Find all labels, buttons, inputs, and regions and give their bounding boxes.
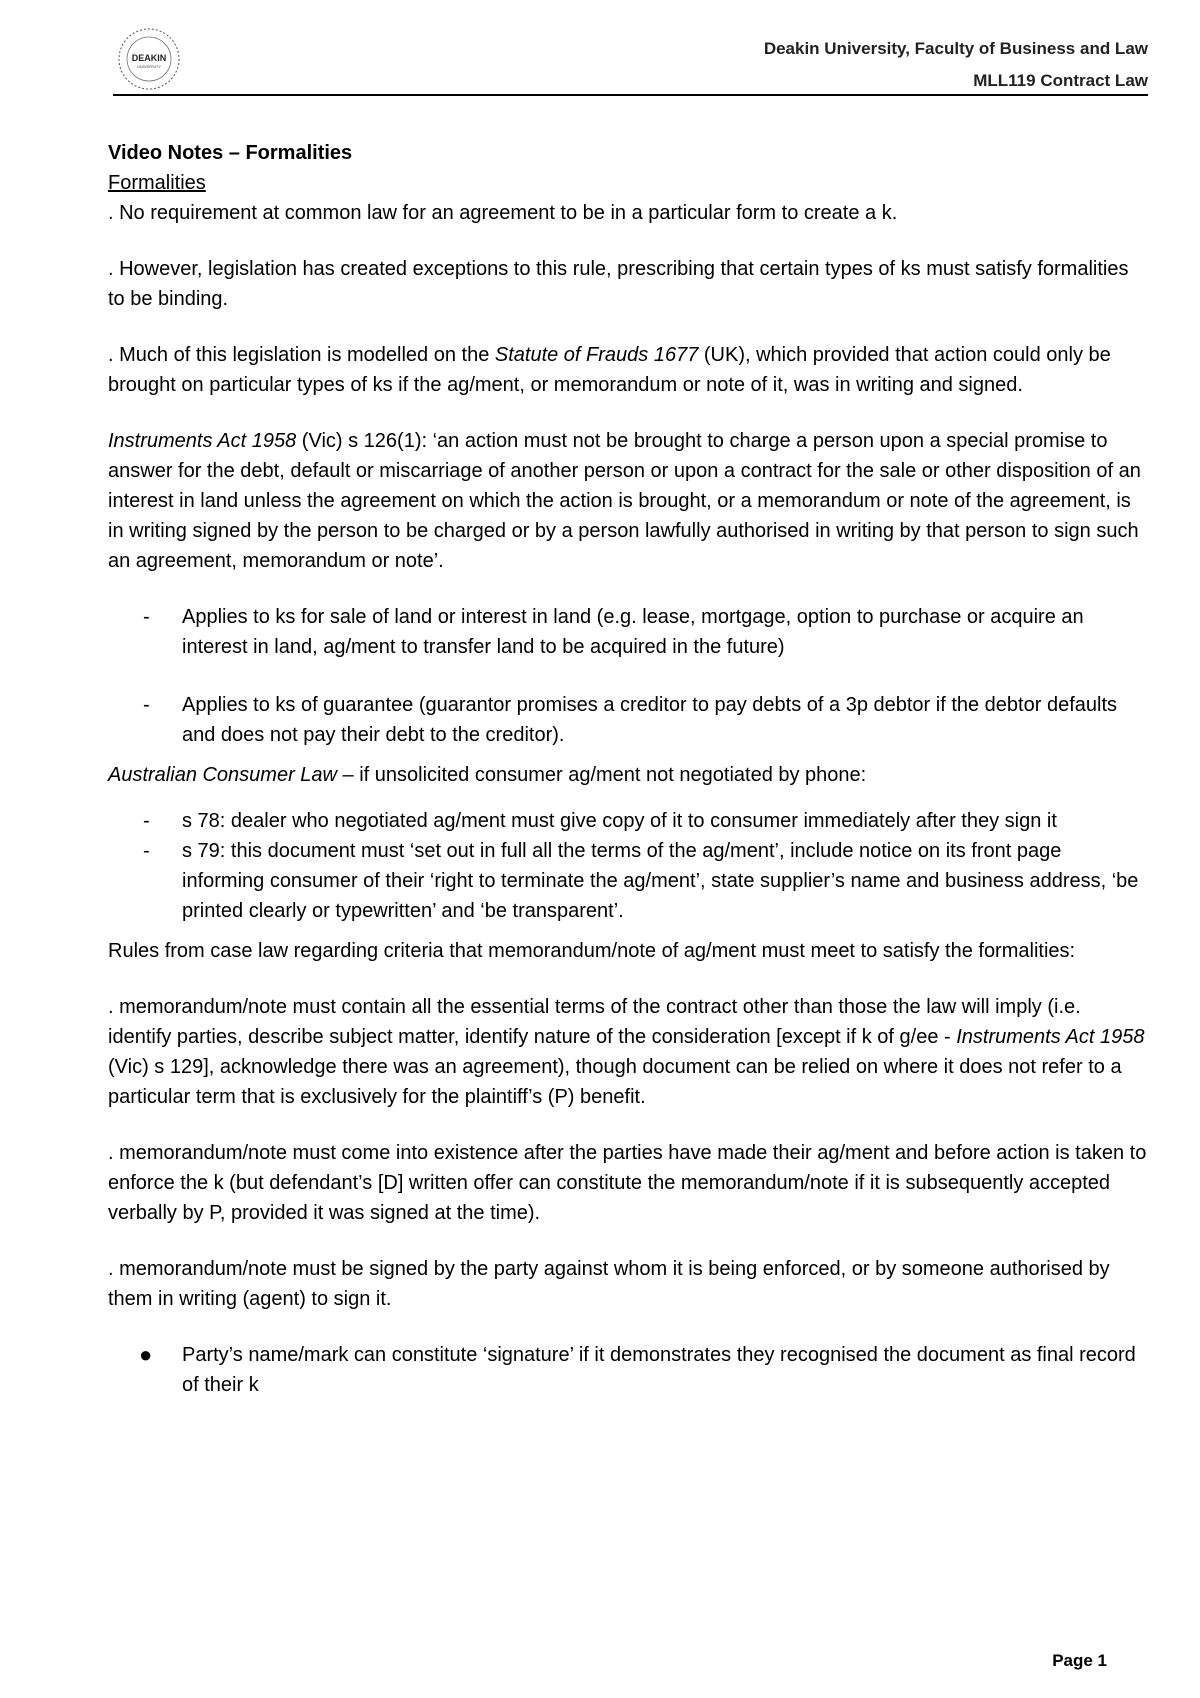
list-item [108,602,1148,662]
acl-paragraph [108,760,1148,790]
page-header [764,33,1148,97]
dash-marker: - [143,840,150,862]
list-item-text: s 78: dealer who negotiated ag/ment must give copy of it to consumer immediately after they sign it [182,810,1057,832]
statute-paragraph [108,340,1148,400]
intro-paragraph-1: . No requirement at common law for an agreement to be in a particular form to create a k. [108,202,898,224]
list-item-text: Applies to ks of guarantee (guarantor promises a creditor to pay debts of a 3p debtor if the debtor defaults and does not pay their debt to the creditor). [182,694,1117,746]
rule-paragraph-3: . memorandum/note must be signed by the party against whom it is being enforced, or by someone authorised by them in writing (agent) to sign it. [108,1258,1110,1310]
rule-paragraph-1 [108,992,1148,1112]
statute-text-after: (UK), which provided that action could only be brought on particular types of ks if the ag/ment, or memorandum or note of it, was in writing and signed. [108,344,1111,396]
statute-text-before: . Much of this legislation is modelled on the [108,344,495,366]
dash-marker: - [143,694,150,716]
svg-text:UNIVERSITY: UNIVERSITY [136,64,162,69]
instruments-points-list [108,602,1148,750]
header-divider [113,94,1148,96]
unit-name: MLL119 Contract Law [973,71,1148,90]
list-item-text: Party’s name/mark can constitute ‘signature’ if it demonstrates they recognised the document as final record of their k [182,1344,1136,1396]
acl-text: – if unsolicited consumer ag/ment not negotiated by phone: [337,764,867,786]
rule-paragraph-2: . memorandum/note must come into existence after the parties have made their ag/ment and before action is taken to enforce the k (but defendant’s [D] written offer can constitute the memorandum/note if it is subsequently accepted verbally by P, provided it was signed at the time). [108,1142,1147,1224]
rule-one-text-after: (Vic) s 129], acknowledge there was an agreement), though document can be relied on where it does not refer to a particular term that is exclusively for the plaintiff’s (P) benefit. [108,1056,1122,1108]
list-item [108,836,1148,926]
statute-title: Statute of Frauds 1677 [494,344,699,366]
instruments-quote: (Vic) s 126(1): ‘an action must not be brought to charge a person upon a special promise to answer for the debt, default or miscarriage of another person or upon a contract for the sale or other disposition of an interest in land unless the agreement on which the action is brought, or a memorandum or note of the agreement, is in writing signed by the person to be charged or by a person lawfully authorised in writing by that person to sign such an agreement, memorandum or note’. [108,430,1141,572]
case-law-intro: Rules from case law regarding criteria that memorandum/note of ag/ment must meet to satisfy the formalities: [108,940,1076,962]
signature-points-list [108,1340,1148,1400]
intro-paragraph-2: . However, legislation has created exceptions to this rule, prescribing that certain types of ks must satisfy formalities to be binding. [108,258,1129,310]
acl-points-list [108,806,1148,926]
section-heading: Formalities [108,172,206,194]
rule-one-act-title: Instruments Act 1958 [956,1026,1145,1048]
instruments-paragraph [108,426,1148,576]
rule-one-text-before: . memorandum/note must contain all the essential terms of the contract other than those the law will imply (i.e. identify parties, describe subject matter, identify nature of the consideration [except if k of g/ee - [108,996,1081,1048]
list-item [108,806,1148,836]
svg-text:DEAKIN: DEAKIN [131,53,167,63]
list-item [108,690,1148,750]
dash-marker: - [143,606,150,628]
dash-marker: - [143,810,150,832]
institution-name: Deakin University, Faculty of Business and Law [763,39,1148,58]
list-item [108,1340,1148,1400]
page-number: Page 1 [1052,1651,1107,1670]
deakin-logo [116,26,182,92]
list-item-text: Applies to ks for sale of land or interest in land (e.g. lease, mortgage, option to purchase or acquire an interest in land, ag/ment to transfer land to be acquired in the future) [182,606,1084,658]
bullet-marker: ● [139,1342,153,1367]
list-item-text: s 79: this document must ‘set out in full all the terms of the ag/ment’, include notice on its front page informing consumer of their ‘right to terminate the ag/ment’, state supplier’s name and business address, ‘be printed clearly or typewritten’ and ‘be transparent’. [182,840,1139,922]
document-title: Video Notes – Formalities [108,142,353,164]
acl-title: Australian Consumer Law [108,764,337,786]
document-body [108,138,1148,1400]
instruments-act-title: Instruments Act 1958 [108,430,297,452]
